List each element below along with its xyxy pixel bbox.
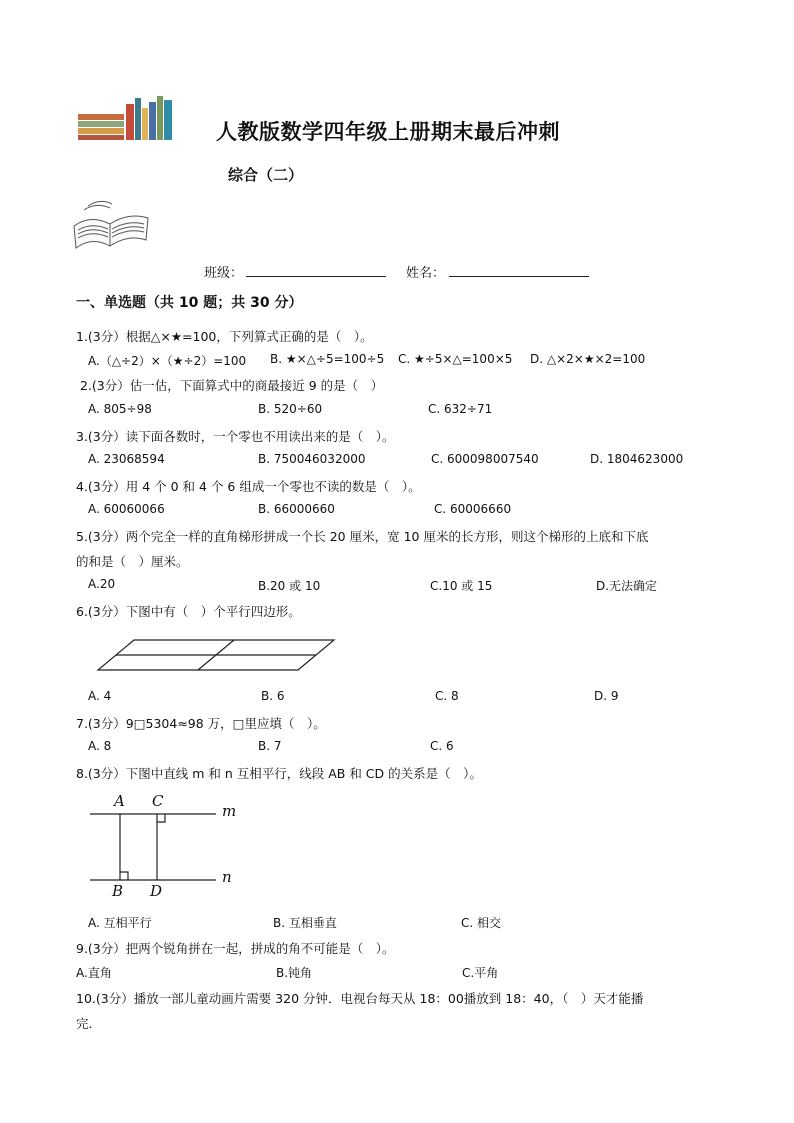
label-n: n bbox=[222, 868, 232, 886]
q4-option-c[interactable]: C. 60006660 bbox=[434, 502, 512, 516]
question-5-line1: 5.(3分）两个完全一样的直角梯形拼成一个长 20 厘米，宽 10 厘米的长方形，则这个梯形的上底和下底 bbox=[76, 529, 649, 544]
q5-option-c[interactable]: C.10 或 15 bbox=[430, 579, 493, 593]
question-7: 7.(3分）9□5304≈98 万，□里应填（ ）。 bbox=[76, 716, 326, 731]
label-m: m bbox=[222, 802, 237, 820]
question-1: 1.(3分）根据△×★=100，下列算式正确的是（ ）。 bbox=[76, 329, 373, 344]
q3-option-c[interactable]: C. 600098007540 bbox=[431, 452, 539, 466]
q7-option-b[interactable]: B. 7 bbox=[258, 739, 282, 753]
question-3: 3.(3分）读下面各数时，一个零也不用读出来的是（ ）。 bbox=[76, 429, 395, 444]
q5-option-d[interactable]: D.无法确定 bbox=[596, 579, 658, 593]
question-10-line1: 10.(3分）播放一部儿童动画片需要 320 分钟．电视台每天从 18：00播放到 18：40，（ ）天才能播 bbox=[76, 991, 644, 1006]
name-label: 姓名： bbox=[406, 266, 446, 281]
q1-option-c[interactable]: C. ★÷5×△=100×5 bbox=[398, 352, 513, 366]
q1-option-b[interactable]: B. ★×△÷5=100÷5 bbox=[270, 352, 385, 366]
name-field[interactable] bbox=[449, 276, 589, 277]
q8-option-b[interactable]: B. 互相垂直 bbox=[273, 916, 337, 930]
q4-option-b[interactable]: B. 66000660 bbox=[258, 502, 335, 516]
q1-option-d[interactable]: D. △×2×★×2=100 bbox=[530, 352, 646, 366]
q3-option-d[interactable]: D. 1804623000 bbox=[590, 452, 684, 466]
q6-option-d[interactable]: D. 9 bbox=[594, 689, 619, 703]
q6-option-a[interactable]: A. 4 bbox=[88, 689, 112, 703]
open-book-icon bbox=[70, 196, 152, 254]
label-A: A bbox=[114, 792, 125, 810]
q7-option-a[interactable]: A. 8 bbox=[88, 739, 112, 753]
question-9: 9.(3分）把两个锐角拼在一起，拼成的角不可能是（ ）。 bbox=[76, 941, 395, 956]
q6-option-b[interactable]: B. 6 bbox=[261, 689, 285, 703]
books-icon bbox=[76, 94, 176, 142]
page-subtitle: 综合（二） bbox=[228, 166, 304, 184]
q4-option-a[interactable]: A. 60060066 bbox=[88, 502, 165, 516]
label-D: D bbox=[150, 882, 163, 900]
question-6: 6.(3分）下图中有（ ）个平行四边形。 bbox=[76, 604, 301, 619]
q9-option-b[interactable]: B.钝角 bbox=[276, 966, 313, 980]
parallel-lines-figure bbox=[88, 790, 248, 904]
q1-option-a[interactable]: A.（△÷2）×（★÷2）=100 bbox=[88, 354, 247, 368]
question-2: 2.(3分）估一估，下面算式中的商最接近 9 的是（ ） bbox=[80, 378, 384, 393]
question-4: 4.(3分）用 4 个 0 和 4 个 6 组成一个零也不读的数是（ ）。 bbox=[76, 479, 421, 494]
question-8: 8.(3分）下图中直线 m 和 n 互相平行，线段 AB 和 CD 的关系是（ ）。 bbox=[76, 766, 482, 781]
q3-option-b[interactable]: B. 750046032000 bbox=[258, 452, 366, 466]
q3-option-a[interactable]: A. 23068594 bbox=[88, 452, 165, 466]
q8-option-a[interactable]: A. 互相平行 bbox=[88, 916, 152, 930]
question-10-line2: 完． bbox=[76, 1016, 102, 1031]
q9-option-a[interactable]: A.直角 bbox=[76, 966, 112, 980]
class-label: 班级： bbox=[204, 266, 244, 281]
q5-option-b[interactable]: B.20 或 10 bbox=[258, 579, 321, 593]
q2-option-a[interactable]: A. 805÷98 bbox=[88, 402, 152, 416]
question-5-line2: 的和是（ ）厘米。 bbox=[76, 554, 189, 569]
label-C: C bbox=[152, 792, 164, 810]
q9-option-c[interactable]: C.平角 bbox=[462, 966, 499, 980]
section-heading: 一、单选题（共 10 题；共 30 分） bbox=[76, 295, 303, 311]
q7-option-c[interactable]: C. 6 bbox=[430, 739, 454, 753]
q2-option-b[interactable]: B. 520÷60 bbox=[258, 402, 323, 416]
page-title: 人教版数学四年级上册期末最后冲刺 bbox=[216, 119, 560, 144]
label-B: B bbox=[112, 882, 124, 900]
class-field[interactable] bbox=[246, 276, 386, 277]
q8-option-c[interactable]: C. 相交 bbox=[461, 916, 502, 930]
q5-option-a[interactable]: A.20 bbox=[88, 577, 116, 591]
parallelogram-figure bbox=[96, 636, 340, 674]
q2-option-c[interactable]: C. 632÷71 bbox=[428, 402, 493, 416]
q6-option-c[interactable]: C. 8 bbox=[435, 689, 459, 703]
